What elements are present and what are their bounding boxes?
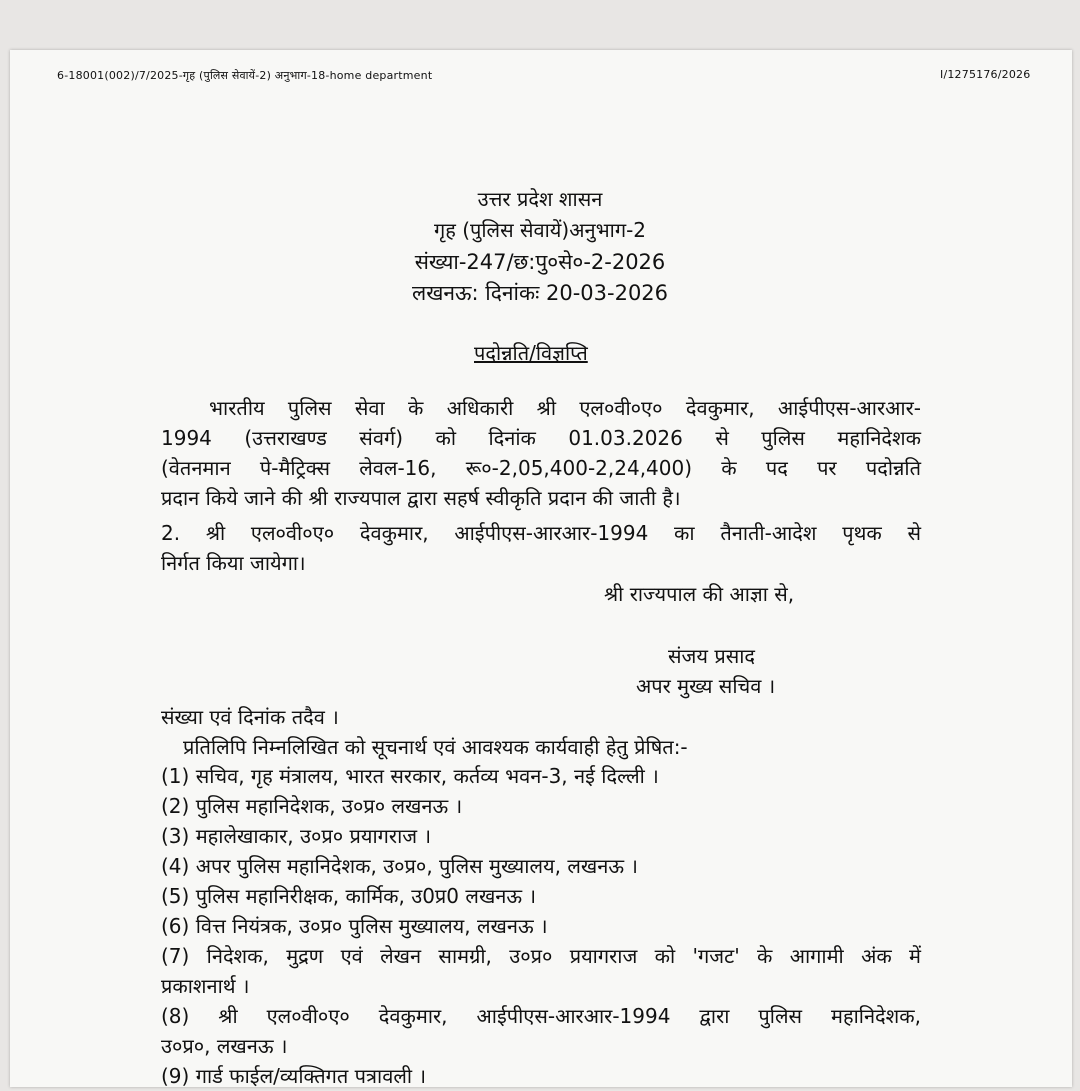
signing-authority: श्री राज्यपाल की आज्ञा से,: [604, 582, 795, 606]
file-reference: 6-18001(002)/7/2025-गृह (पुलिस सेवायें-2) अनुभाग-18-home department: [57, 69, 433, 82]
list-item: (9) गार्ड फाईल/व्यक्तिगत पत्रावली ।: [161, 1064, 427, 1088]
list-item: (4) अपर पुलिस महानिदेशक, उ०प्र०, पुलिस मुख्यालय, लखनऊ ।: [161, 854, 638, 878]
signatory-name: संजय प्रसाद: [668, 644, 756, 668]
list-item: (6) वित्त नियंत्रक, उ०प्र० पुलिस मुख्यालय, लखनऊ ।: [161, 914, 548, 938]
government-name: उत्तर प्रदेश शासन: [477, 187, 603, 211]
paragraph-2-line: निर्गत किया जायेगा।: [161, 551, 306, 575]
order-number: संख्या-247/छ:पु०से०-2-2026: [414, 250, 666, 274]
list-item: (8) श्री एल०वी०ए० देवकुमार, आईपीएस-आरआर-1994 द्वारा पुलिस महानिदेशक, उ०प्र०, लखनऊ ।: [161, 1004, 921, 1058]
place-and-date: लखनऊ: दिनांकः 20-03-2026: [411, 281, 669, 305]
list-item: (5) पुलिस महानिरीक्षक, कार्मिक, उ0प्र0 लखनऊ ।: [161, 884, 537, 908]
paragraph-1: [161, 393, 921, 513]
list-item: (2) पुलिस महानिदेशक, उ०प्र० लखनऊ ।: [161, 794, 463, 818]
paragraph-1-line: (वेतनमान पे-मैट्रिक्स लेवल-16, रू०-2,05,400-2,24,400) के पद पर पदोन्नति: [161, 456, 921, 480]
paragraph-1-line: प्रदान किये जाने की श्री राज्यपाल द्वारा सहर्ष स्वीकृति प्रदान की जाती है।: [161, 486, 681, 510]
copy-intro: प्रतिलिपि निम्नलिखित को सूचनार्थ एवं आवश्यक कार्यवाही हेतु प्रेषित:-: [183, 735, 688, 759]
list-item: (3) महालेखाकार, उ०प्र० प्रयागराज ।: [161, 824, 432, 848]
list-item: (1) सचिव, गृह मंत्रालय, भारत सरकार, कर्तव्य भवन-3, नई दिल्ली ।: [161, 764, 659, 788]
distribution-list: [161, 761, 921, 1091]
signatory-designation: अपर मुख्य सचिव ।: [636, 674, 776, 698]
paragraph-2: [161, 518, 921, 578]
list-item: (7) निदेशक, मुद्रण एवं लेखन सामग्री, उ०प्र० प्रयागराज को 'गजट' के आगामी अंक में प्रकाशनार्थ ।: [161, 944, 921, 998]
reference-line: संख्या एवं दिनांक तदैव ।: [161, 705, 339, 729]
paragraph-2-line: 2. श्री एल०वी०ए० देवकुमार, आईपीएस-आरआर-1994 का तैनाती-आदेश पृथक से: [161, 521, 921, 545]
notification-title: पदोन्नति/विज्ञप्ति: [474, 341, 588, 365]
department-name: गृह (पुलिस सेवायें)अनुभाग-2: [433, 218, 647, 242]
document-id: I/1275176/2026: [940, 68, 1031, 81]
paragraph-1-line: भारतीय पुलिस सेवा के अधिकारी श्री एल०वी०ए० देवकुमार, आईपीएस-आरआर-: [209, 396, 921, 420]
paragraph-1-line: 1994 (उत्तराखण्ड संवर्ग) को दिनांक 01.03.2026 से पुलिस महानिदेशक: [161, 426, 921, 450]
